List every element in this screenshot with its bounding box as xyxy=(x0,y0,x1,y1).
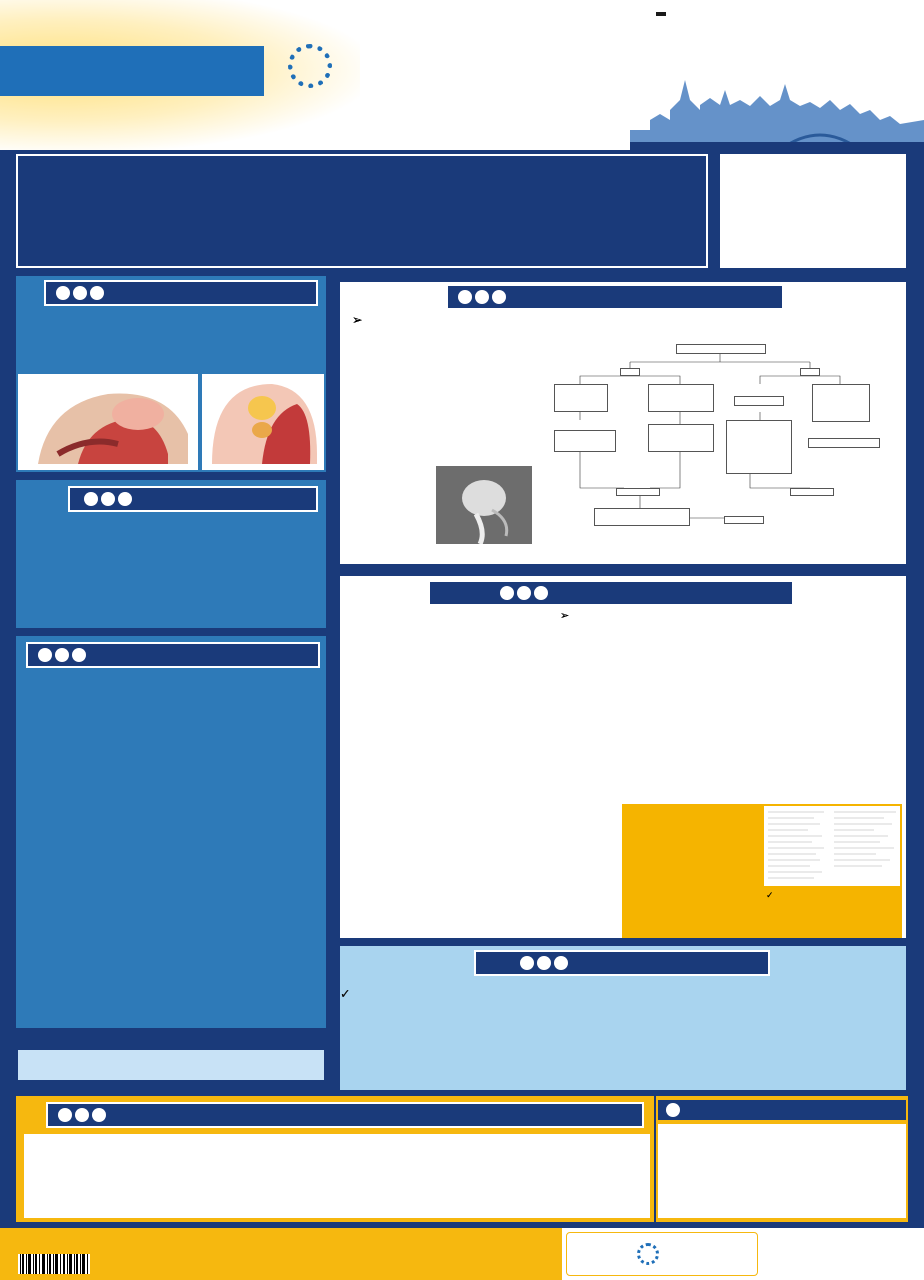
algo-box-failed-1 xyxy=(616,488,660,496)
sun-icon xyxy=(288,44,332,88)
presented-at-block xyxy=(566,1232,758,1276)
diagram6-bar-chart xyxy=(624,834,758,934)
introduction-heading xyxy=(44,280,318,306)
dots-icon xyxy=(520,956,568,970)
algo-box-no xyxy=(620,368,640,376)
dot-icon xyxy=(666,1103,680,1117)
footer-id-block xyxy=(0,1228,96,1280)
results-panel xyxy=(338,574,908,940)
poster-footer xyxy=(0,1228,924,1280)
algo-box-repeat xyxy=(594,508,690,526)
algo-box-radiation xyxy=(676,344,766,354)
purpose-panel xyxy=(16,480,326,628)
references-heading xyxy=(46,1102,644,1128)
pelvic-anatomy-illustration xyxy=(18,374,198,470)
references-panel xyxy=(16,1096,654,1222)
sun-icon xyxy=(637,1243,659,1265)
conclusions-heading xyxy=(474,950,770,976)
diagram3-bar-chart xyxy=(744,612,900,766)
algo-box-yes xyxy=(800,368,820,376)
poster-title-block xyxy=(16,154,708,268)
dots-icon xyxy=(56,286,104,300)
cystogram-image xyxy=(436,466,532,544)
contact-email-box xyxy=(658,1124,906,1218)
disclosures-panel xyxy=(16,1048,326,1082)
methods1-panel xyxy=(16,636,326,1028)
methods1-heading xyxy=(26,642,320,668)
purpose-heading xyxy=(68,486,318,512)
algo-box-perineal-1 xyxy=(648,424,714,452)
qol-questionnaire-image xyxy=(764,806,900,886)
algo-box-2-4cm xyxy=(734,396,784,406)
questionnaire-lines xyxy=(764,806,900,886)
references-list xyxy=(24,1134,650,1218)
esmo-logo xyxy=(656,12,666,16)
diagram4-bar-chart xyxy=(344,826,448,936)
barcode-image xyxy=(18,1254,90,1274)
algo-box-large xyxy=(812,384,870,422)
algo-box-small xyxy=(554,384,608,412)
dots-icon xyxy=(500,586,548,600)
partner-logos xyxy=(656,12,789,16)
budapest-skyline-image xyxy=(630,70,924,150)
dots-icon xyxy=(38,648,86,662)
dots-icon xyxy=(458,290,506,304)
poster-header xyxy=(0,0,924,150)
diagram2-pie-chart xyxy=(348,620,550,776)
contact-panel xyxy=(656,1096,908,1222)
footer-info-block xyxy=(96,1228,562,1280)
results-heading xyxy=(428,580,794,606)
conclusions-panel xyxy=(338,944,908,1092)
dots-icon xyxy=(84,492,132,506)
congress-name xyxy=(0,46,264,96)
algo-box-medium xyxy=(648,384,714,412)
algo-box-tem xyxy=(554,430,616,452)
emuc-logo xyxy=(288,44,342,88)
algo-box-perineal-2 xyxy=(726,420,792,474)
contact-heading xyxy=(658,1100,906,1120)
algo-box-exenteration xyxy=(808,438,880,448)
dots-icon xyxy=(58,1108,106,1122)
methods2-panel xyxy=(338,280,908,566)
therapeutic-algorithm-figure xyxy=(550,312,904,564)
abstract-id-box xyxy=(720,154,906,268)
introduction-panel xyxy=(16,276,326,472)
diagram6-panel xyxy=(622,804,902,938)
fistula-location-diagram xyxy=(202,374,324,470)
algo-box-failed-3 xyxy=(724,516,764,524)
diagram1-pie-chart xyxy=(32,918,276,1012)
algo-box-failed-2 xyxy=(790,488,834,496)
poster-session-online-logo xyxy=(764,1234,920,1276)
methods2-heading xyxy=(446,284,784,310)
diagram5-bar-chart xyxy=(450,820,618,936)
